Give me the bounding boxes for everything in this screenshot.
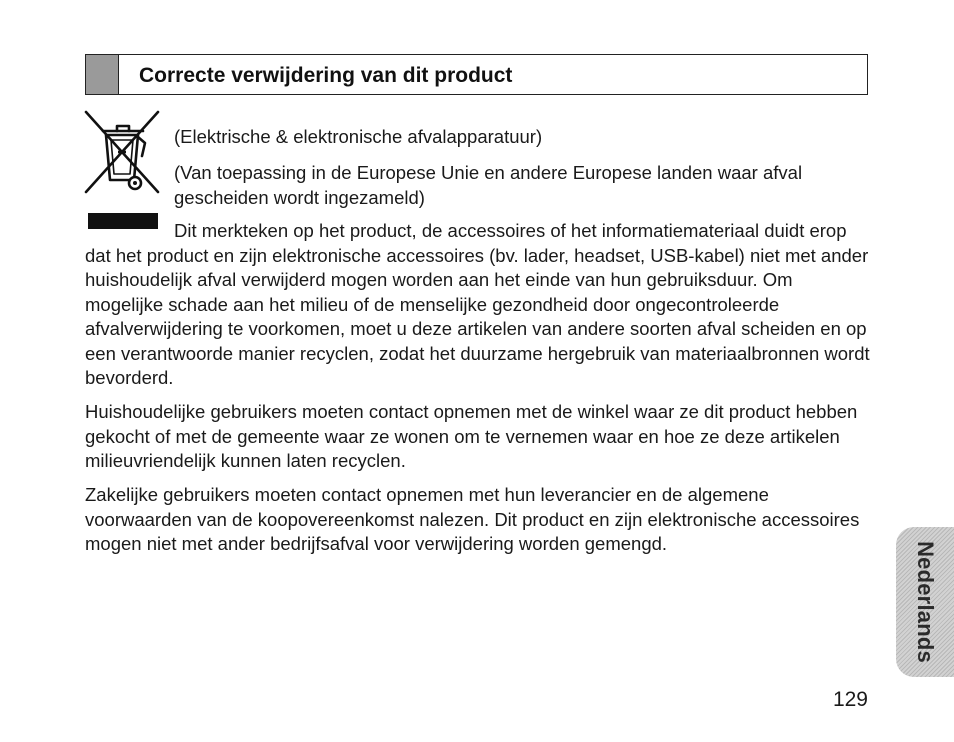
crossed-out-wheelie-bin-icon [82,108,162,196]
body-paragraph-1: Dit merkteken op het product, de accessoires of het informatiemateriaal duidt erop dat het product en zijn elektronische accessoires (bv. lader, headset, USB-kabel) niet met ander huishoudelijk afval verwijderd mogen worden aan het einde van hun gebruiksduur. Om mogelijke schade aan het milieu of de menselijke gezondheid door ongecontroleerde afvalverwijdering te voorkomen, moet u deze artikelen van andere soorten afval scheiden en op een verantwoorde manier recyclen, zodat het duurzame hergebruik van materiaalbronnen wordt bevorderd. [85,220,870,388]
body-paragraph-2: Huishoudelijke gebruikers moeten contact opnemen met de winkel waar ze dit product hebben gekocht of met de gemeente waar ze wonen om te vernemen waar en hoe ze deze artikelen milieuvriendelijk kunnen laten recyclen. [85,401,858,471]
page-number: 129 [832,688,868,711]
weee-category-note: (Elektrische & elektronische afvalapparatuur) [174,126,543,147]
heading-marker [86,55,119,94]
section-title: Correcte verwijdering van dit product [139,64,513,87]
section-heading [85,54,868,95]
language-tab-label: Nederlands [913,541,938,663]
weee-region-note: (Van toepassing in de Europese Unie en andere Europese landen waar afval gescheiden wordt ingezameld) [174,162,803,208]
body-paragraph-3: Zakelijke gebruikers moeten contact opnemen met hun leverancier en de algemene voorwaarden van de koopovereenkomst nalezen. Dit product en zijn elektronische accessoires mogen niet met ander bedrijfsafval voor verwijdering worden gemengd. [85,484,860,554]
